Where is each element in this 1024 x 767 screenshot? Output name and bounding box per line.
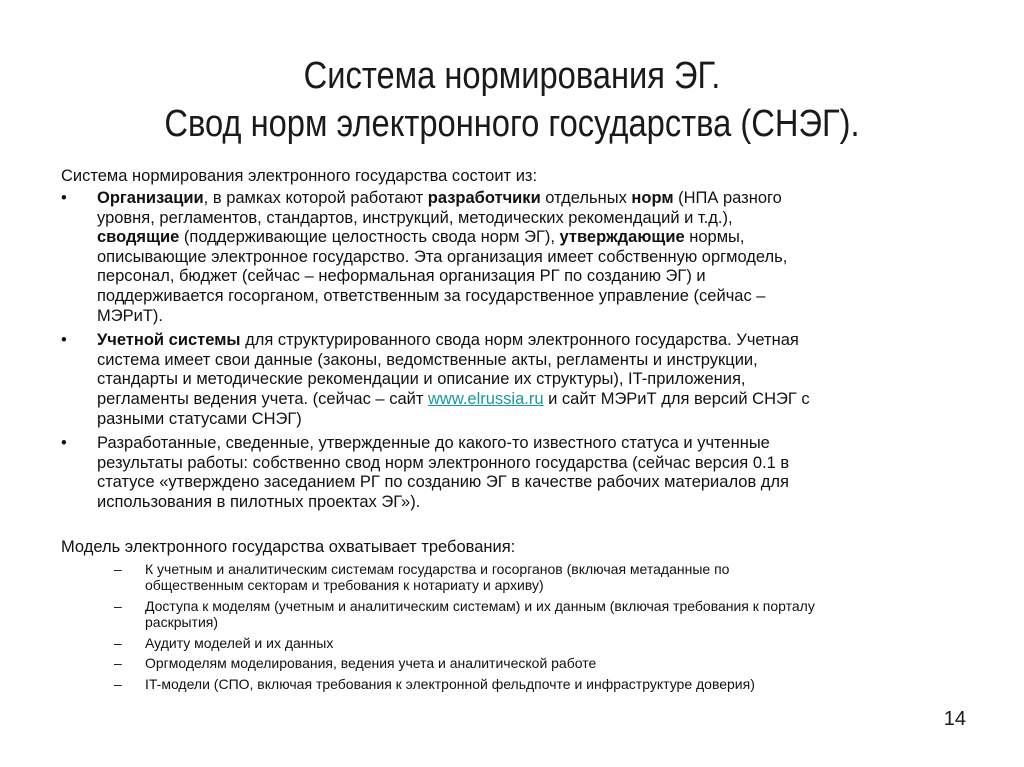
requirement-line: Доступа к моделям (учетным и аналитическим системам) и их данным (включая требования к порталу [145, 597, 815, 614]
text-segment: и сайт МЭРиТ для версий СНЭГ с [543, 389, 810, 408]
bold-term: Учетной системы [97, 331, 241, 350]
requirement-line: общественным секторам и требования к нотариату и архиву) [145, 577, 544, 593]
bullet-line [97, 331, 977, 351]
requirement-item [61, 655, 981, 672]
bullet-line [97, 307, 977, 327]
text-segment: описывающие электронное государство. Эта организация имеет собственную оргмодель, [97, 247, 788, 266]
bold-term: Организации [97, 189, 204, 207]
dash-marker-icon: – [114, 675, 122, 692]
bullet-line [97, 390, 977, 410]
bullet-line [97, 189, 977, 209]
text-segment: (НПА разного [673, 189, 782, 207]
bold-term: утверждающие [559, 228, 685, 247]
bullet-line [97, 287, 977, 307]
bullet-line [97, 351, 977, 371]
text-segment: поддерживается госорганом, ответственным за государственное управление (сейчас – [97, 286, 766, 305]
bullet-marker-icon: • [61, 434, 67, 453]
text-segment: , в рамках которой работают [203, 189, 428, 207]
bullet-line [97, 248, 977, 268]
intro-text: Система нормирования электронного государства состоит из: [61, 167, 538, 185]
text-segment: стандарты и методические рекомендации и описание их структуры), IT-приложения, [97, 370, 746, 389]
bullet-line [97, 209, 977, 229]
requirement-line: раскрытия) [145, 614, 219, 630]
requirement-item [61, 598, 981, 631]
requirement-item [61, 561, 981, 594]
requirements-list [61, 561, 981, 693]
requirement-line: Оргмоделям моделирования, ведения учета и аналитической работе [145, 655, 597, 671]
bold-term: разработчики [427, 189, 541, 207]
bullet-list [61, 189, 981, 513]
requirements-heading: Модель электронного государства охватывает требования: [61, 537, 516, 556]
slide-body [61, 166, 981, 696]
bullet-marker-icon: • [61, 189, 67, 207]
text-segment: уровня, регламентов, стандартов, инструкций, методических рекомендаций и т.д.), [97, 208, 733, 227]
bullet-marker-icon: • [61, 331, 67, 350]
text-segment: результаты работы: собственно свод норм электронного государства (сейчас версия 0.1 в [97, 453, 790, 472]
bullet-item [61, 189, 977, 326]
slide-title-line-2: Свод норм электронного государства (СНЭГ). [164, 103, 860, 145]
text-segment: персонал, бюджет (сейчас – неформальная организация РГ по созданию ЭГ) и [97, 267, 706, 286]
text-segment: система имеет свои данные (законы, ведомственные акты, регламенты и инструкции, [97, 350, 758, 369]
text-segment: использования в пилотных проектах ЭГ»). [97, 492, 421, 511]
bullet-line [97, 267, 977, 287]
text-segment: Разработанные, сведенные, утвержденные до какого-то известного статуса и учтенные [97, 434, 770, 453]
bullet-line [97, 410, 977, 430]
bullet-line [97, 473, 977, 493]
bullet-line [97, 493, 977, 513]
bold-term: норм [631, 189, 674, 207]
bold-term: сводящие [97, 228, 180, 247]
dash-marker-icon: – [114, 634, 122, 651]
text-segment: регламенты ведения учета. (сейчас – сайт [97, 389, 428, 408]
slide-title-line-1: Система нормирования ЭГ. [303, 55, 721, 97]
requirement-item [61, 676, 981, 693]
dash-marker-icon: – [114, 560, 122, 577]
text-segment: для структурированного свода норм электронного государства. Учетная [240, 331, 799, 350]
text-segment: статусе «утверждено заседанием РГ по созданию ЭГ в качестве рабочих материалов для [97, 473, 789, 492]
bullet-item [61, 331, 977, 429]
text-segment: отдельных [540, 189, 632, 207]
text-segment: (поддерживающие целостность свода норм ЭГ), [179, 228, 560, 247]
requirement-line: К учетным и аналитическим системам государства и госорганов (включая метаданные по [145, 560, 730, 577]
requirement-item [61, 635, 981, 652]
bullet-line [97, 454, 977, 474]
page-number: 14 [943, 708, 966, 730]
text-segment: МЭРиТ). [97, 306, 163, 325]
requirements-section [61, 537, 981, 693]
requirement-line: IT-модели (СПО, включая требования к электронной фельдпочте и инфраструктуре доверия) [145, 675, 755, 692]
bullet-line [97, 228, 977, 248]
elrussia-link[interactable]: www.elrussia.ru [427, 389, 544, 408]
dash-marker-icon: – [114, 597, 122, 614]
text-segment: нормы, [684, 228, 745, 247]
slide-title [72, 52, 953, 148]
bullet-line [97, 434, 977, 454]
dash-marker-icon: – [114, 655, 122, 671]
requirement-line: Аудиту моделей и их данных [145, 634, 334, 651]
text-segment: разными статусами СНЭГ) [97, 409, 302, 428]
bullet-line [97, 370, 977, 390]
bullet-item [61, 434, 977, 512]
